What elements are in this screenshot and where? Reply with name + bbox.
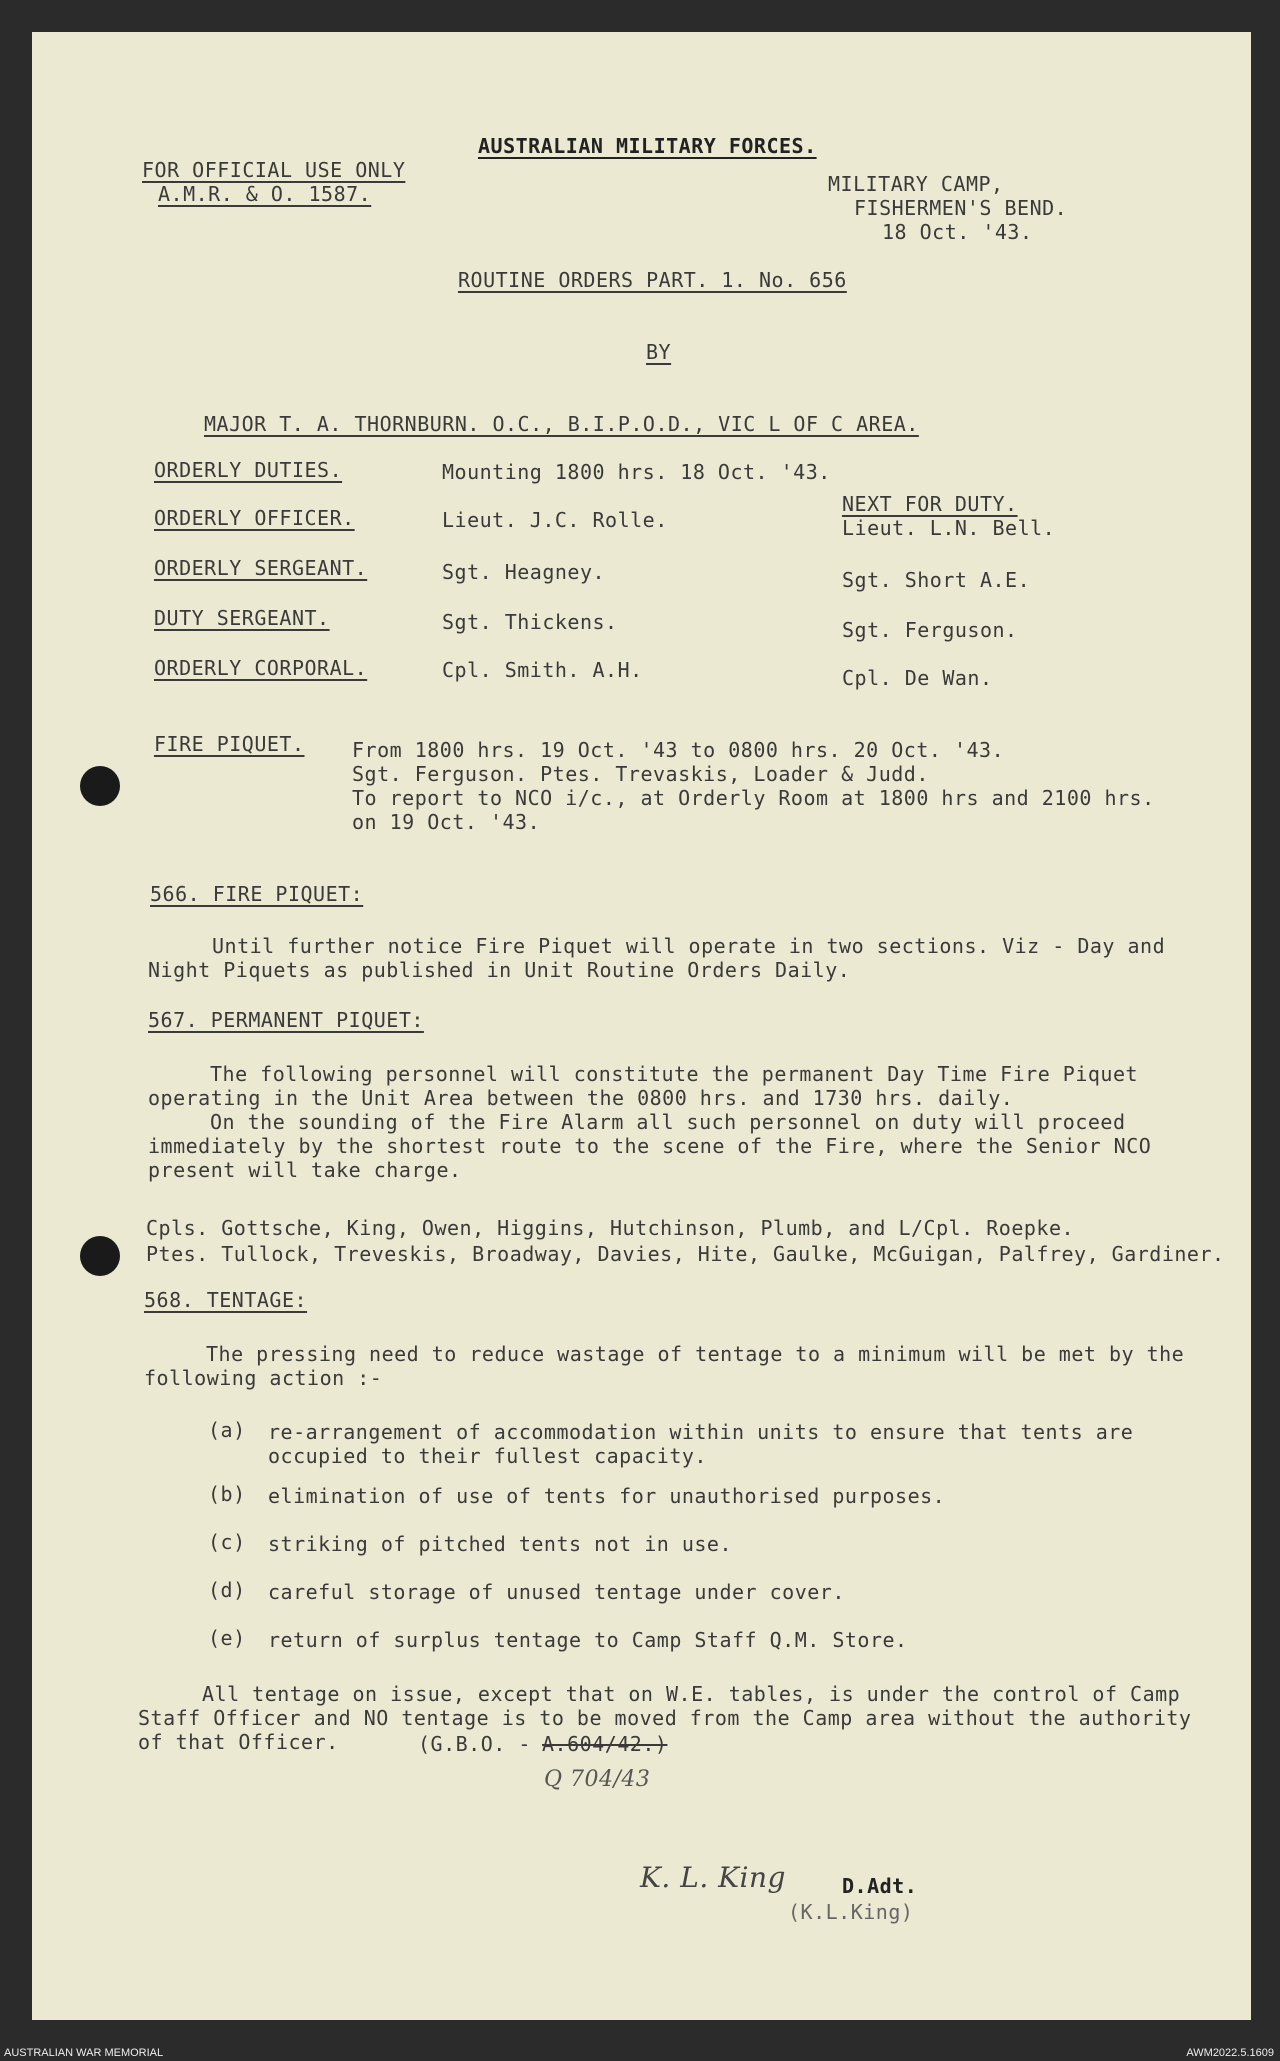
list-item-text: elimination of use of tents for unauthorised purposes.: [268, 1484, 946, 1508]
section-566-text: Until further notice Fire Piquet will operate in two sections. Viz - Day and: [212, 934, 1166, 958]
list-item-text: striking of pitched tents not in use.: [268, 1532, 733, 1556]
list-item-text: return of surplus tentage to Camp Staff Q.M. Store.: [268, 1628, 908, 1652]
duty-name: Cpl. Smith. A.H.: [442, 658, 643, 682]
fire-piquet-line: on 19 Oct. '43.: [352, 810, 541, 834]
duty-role: ORDERLY OFFICER.: [154, 506, 355, 530]
list-item-mark: (a): [208, 1418, 246, 1442]
list-item-text: occupied to their fullest capacity.: [268, 1444, 707, 1468]
archive-credit: AUSTRALIAN WAR MEMORIAL: [4, 2047, 164, 2059]
duty-name: Lieut. J.C. Rolle.: [442, 508, 668, 532]
reference-prefix: (G.B.O. -: [418, 1732, 531, 1756]
fire-piquet-heading: FIRE PIQUET.: [154, 732, 305, 756]
section-567-text: present will take charge.: [148, 1158, 462, 1182]
location-line-1: MILITARY CAMP,: [828, 172, 1004, 196]
duty-role: ORDERLY CORPORAL.: [154, 656, 368, 680]
list-item-mark: (b): [208, 1482, 246, 1506]
fire-piquet-line: To report to NCO i/c., at Orderly Room at 1800 hrs and 2100 hrs.: [352, 786, 1155, 810]
duties-heading: ORDERLY DUTIES.: [154, 458, 343, 482]
page-title: ROUTINE ORDERS PART. 1. No. 656: [458, 268, 847, 292]
duty-next: Sgt. Ferguson.: [842, 618, 1018, 642]
signature-scrawl: K. L. King: [640, 1861, 786, 1894]
archive-id: AWM2022.5.1609: [1186, 2047, 1274, 2059]
personnel-list: Ptes. Tullock, Treveskis, Broadway, Davies, Hite, Gaulke, McGuigan, Palfrey, Gardiner.: [146, 1242, 1225, 1266]
duty-next: Sgt. Short A.E.: [842, 568, 1031, 592]
duty-name: Sgt. Heagney.: [442, 560, 606, 584]
section-568-text: The pressing need to reduce wastage of tentage to a minimum will be met by the: [206, 1342, 1185, 1366]
duty-name: Sgt. Thickens.: [442, 610, 618, 634]
list-item-text: re-arrangement of accommodation within units to ensure that tents are: [268, 1420, 1134, 1444]
by-line: BY: [646, 340, 672, 364]
duty-role: DUTY SERGEANT.: [154, 606, 330, 630]
regulation-ref: A.M.R. & O. 1587.: [158, 182, 372, 206]
document-page: [32, 32, 1251, 2020]
section-566-text: Night Piquets as published in Unit Routine Orders Daily.: [148, 958, 851, 982]
section-567-heading: 567. PERMANENT PIQUET:: [148, 1008, 424, 1032]
closing-text: Staff Officer and NO tentage is to be moved from the Camp area without the authority: [138, 1706, 1192, 1730]
reference-handwritten: Q 704/43: [544, 1767, 651, 1792]
duty-next: Cpl. De Wan.: [842, 666, 993, 690]
next-duty-heading: NEXT FOR DUTY.: [842, 492, 1018, 516]
mounting-time: Mounting 1800 hrs. 18 Oct. '43.: [442, 460, 831, 484]
fire-piquet-line: From 1800 hrs. 19 Oct. '43 to 0800 hrs. 20 Oct. '43.: [352, 738, 1005, 762]
list-item-mark: (d): [208, 1578, 246, 1602]
punch-hole: [80, 1236, 120, 1276]
classification: FOR OFFICIAL USE ONLY: [142, 158, 406, 182]
location-line-2: FISHERMEN'S BEND.: [854, 196, 1068, 220]
duty-role: ORDERLY SERGEANT.: [154, 556, 368, 580]
section-567-text: On the sounding of the Fire Alarm all such personnel on duty will proceed: [210, 1110, 1126, 1134]
reference-struck: A.604/42.): [542, 1732, 668, 1756]
list-item-mark: (c): [208, 1530, 246, 1554]
duty-next: Lieut. L.N. Bell.: [842, 516, 1056, 540]
closing-text: All tentage on issue, except that on W.E. tables, is under the control of Camp: [202, 1682, 1181, 1706]
section-567-text: operating in the Unit Area between the 0800 hrs. and 1730 hrs. daily.: [148, 1086, 1014, 1110]
list-item-text: careful storage of unused tentage under cover.: [268, 1580, 845, 1604]
section-567-text: The following personnel will constitute the permanent Day Time Fire Piquet: [210, 1062, 1139, 1086]
personnel-list: Cpls. Gottsche, King, Owen, Higgins, Hutchinson, Plumb, and L/Cpl. Roepke.: [146, 1216, 1075, 1240]
section-568-text: following action :-: [144, 1366, 383, 1390]
org-heading: AUSTRALIAN MILITARY FORCES.: [478, 134, 817, 158]
list-item-mark: (e): [208, 1626, 246, 1650]
issuing-authority: MAJOR T. A. THORNBURN. O.C., B.I.P.O.D., VIC L OF C AREA.: [204, 412, 919, 436]
section-567-text: immediately by the shortest route to the scene of the Fire, where the Senior NCO: [148, 1134, 1152, 1158]
section-568-heading: 568. TENTAGE:: [144, 1288, 308, 1312]
punch-hole: [80, 766, 120, 806]
signature-rank: D.Adt.: [842, 1874, 918, 1898]
closing-text: of that Officer.: [138, 1730, 339, 1754]
fire-piquet-line: Sgt. Ferguson. Ptes. Trevaskis, Loader & Judd.: [352, 762, 929, 786]
signature-name: (K.L.King): [788, 1900, 914, 1924]
section-566-heading: 566. FIRE PIQUET:: [150, 882, 364, 906]
order-date: 18 Oct. '43.: [882, 220, 1033, 244]
